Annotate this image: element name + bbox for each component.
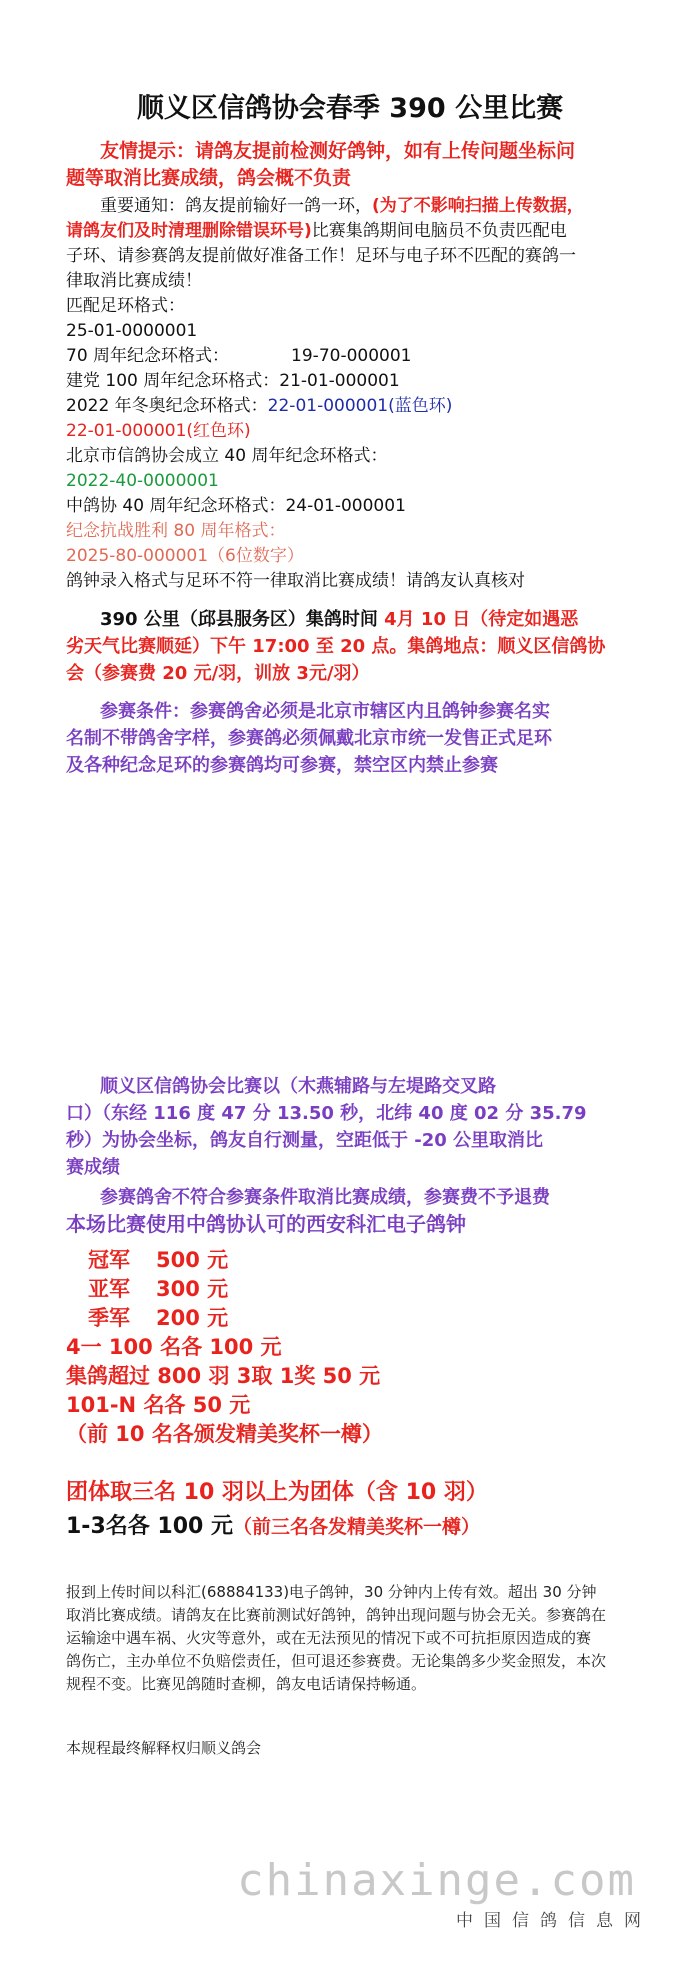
rules-line-3: 运输途中遇车祸、火灾等意外，或在无法预见的情况下或不可抗拒原因造成的赛: [66, 1629, 592, 1647]
format-anniv70: [66, 344, 666, 369]
coord-line-6: 本场比赛使用中鸽协认可的西安科汇电子鸽钟: [66, 1212, 466, 1236]
notice-line-4: 律取消比赛成绩！: [66, 271, 202, 291]
format-war80-value: 2025-80-000001（6位数字）: [66, 546, 304, 566]
winter2022-label: 2022 年冬奥纪念环格式：: [66, 396, 268, 416]
collection-info: [66, 606, 666, 687]
format-warning: 鸽钟录入格式与足环不符一律取消比赛成绩！请鸽友认真核对: [66, 571, 525, 591]
notice-text-2: 比赛集鸽期间电脑员不负责匹配电: [311, 221, 567, 241]
watermark-url: chinaxinge.com: [237, 1855, 636, 1906]
ring-formats: [66, 294, 666, 594]
team-line-2: [66, 1510, 666, 1544]
notice-line-3: 子环、请参赛鸽友提前做好准备工作！足环与电子环不匹配的赛鸽一: [66, 246, 576, 266]
prize-list: [66, 1246, 666, 1449]
party100-label: 建党 100 周年纪念环格式：: [66, 371, 280, 391]
rules-text: [66, 1581, 666, 1696]
notice-red-1: (为了不影响扫描上传数据，: [372, 196, 584, 216]
prize-name: 亚军: [88, 1277, 130, 1301]
entry-conditions: [66, 698, 666, 779]
notice-text-1: 重要通知：鸽友提前输好一鸽一环，: [100, 196, 372, 216]
formats-heading: 匹配足环格式：: [66, 296, 185, 316]
format-war80-label: 纪念抗战胜利 80 周年格式：: [66, 521, 286, 541]
notice-line-1: [66, 194, 666, 219]
coord-line-3: 秒）为协会坐标，鸽友自行测量，空距低于 -20 公里取消比: [66, 1130, 544, 1151]
cond-line-1: [66, 698, 666, 725]
prize-item: [66, 1246, 666, 1275]
final-interpretation: 本规程最终解释权归顺义鸽会: [66, 1739, 262, 1757]
rules-line-2: 取消比赛成绩。请鸽友在比赛前测试好鸽钟，鸽钟出现问题与协会无关。参赛鸽在: [66, 1606, 607, 1624]
format-bj40-value: 2022-40-0000001: [66, 471, 219, 491]
format-basic: 25-01-0000001: [66, 321, 198, 341]
rules-line-1: 报到上传时间以科汇(68884133)电子鸽钟，30 分钟内上传有效。超出 30 分钟: [66, 1583, 597, 1601]
prize-item: [66, 1275, 666, 1304]
prize-trophy-note: （前 10 名各颁发精美奖杯一樽）: [66, 1422, 383, 1446]
format-winter2022-red: 22-01-000001(红色环): [66, 421, 251, 441]
tip-line-2: 题等取消比赛成绩，鸽会概不负责: [66, 167, 352, 189]
prize-amount: 300 元: [156, 1277, 229, 1301]
cond-line-3: 及各种纪念足环的参赛鸽均可参赛，禁空区内禁止参赛: [66, 755, 498, 776]
team-amount: 1-3名各 100 元: [66, 1514, 233, 1539]
tip-text-1: 友情提示：请鸽友提前检测好鸽钟，如有上传问题坐标问: [100, 140, 576, 162]
cn40-label: 中鸽协 40 周年纪念环格式：: [66, 496, 286, 516]
coord-line-1: [66, 1073, 666, 1100]
coord-line-2: 口）（东经 116 度 47 分 13.50 秒，北纬 40 度 02 分 35.79: [66, 1103, 587, 1124]
tip-line-1: [66, 138, 666, 165]
cn40-value: 24-01-000001: [285, 496, 406, 516]
cond-line-2: 名制不带鸽舍字样，参赛鸽必须佩戴北京市统一发售正式足环: [66, 728, 552, 749]
team-prizes: [66, 1476, 666, 1544]
rules-line-5: 规程不变。比赛见鸽随时查柳，鸽友电话请保持畅通。: [66, 1675, 427, 1693]
format-party100: [66, 369, 666, 394]
coord-text-1: 顺义区信鸽协会比赛以（木燕辅路与左堤路交叉路: [100, 1076, 496, 1097]
prize-name: 季军: [88, 1306, 130, 1330]
collect-line-3: 会（参赛费 20 元/羽，训放 3元/羽）: [66, 663, 370, 684]
prize-amount: 200 元: [156, 1306, 229, 1330]
prize-name: 冠军: [88, 1248, 130, 1272]
format-winter2022: [66, 394, 666, 419]
team-line-1: 团体取三名 10 羽以上为团体（含 10 羽）: [66, 1480, 488, 1505]
friendly-tip: [66, 138, 666, 192]
important-notice: [66, 194, 666, 294]
collect-line-1: [66, 606, 666, 633]
coord-line-5: [66, 1184, 666, 1211]
collect-line-2: 劣天气比赛顺延）下午 17:00 至 20 点。集鸽地点：顺义区信鸽协: [66, 636, 606, 657]
coord-text-5: 参赛鸽舍不符合参赛条件取消比赛成绩，参赛费不予退费: [100, 1187, 550, 1208]
anniv70-label: 70 周年纪念环格式：: [66, 346, 230, 366]
rules-line-4: 鸽伤亡，主办单位不负赔偿责任，但可退还参赛费。无论集鸽多少奖金照发，本次: [66, 1652, 607, 1670]
page-title: 顺义区信鸽协会春季 390 公里比赛: [136, 93, 564, 124]
notice-line-2: [66, 219, 666, 244]
notice-red-2: 请鸽友们及时清理删除错误环号): [66, 221, 312, 241]
collect-time-label: 390 公里（邱县服务区）集鸽时间: [100, 609, 378, 630]
format-bj40-label: 北京市信鸽协会成立 40 周年纪念环格式：: [66, 446, 388, 466]
winter2022-value: 22-01-000001(蓝色环): [267, 396, 453, 416]
prize-item: [66, 1304, 666, 1333]
coord-line-4: 赛成绩: [66, 1157, 120, 1178]
party100-value: 21-01-000001: [279, 371, 400, 391]
prize-amount: 500 元: [156, 1248, 229, 1272]
cond-text-1: 参赛条件：参赛鸽舍必须是北京市辖区内且鸽钟参赛名实: [100, 701, 550, 722]
prize-4-100: 4一 100 名各 100 元: [66, 1335, 282, 1359]
team-trophy-note: （前三名各发精美奖杯一樽）: [233, 1516, 481, 1538]
prize-extra: 集鸽超过 800 羽 3取 1奖 50 元: [66, 1364, 381, 1388]
coordinate-info: [66, 1073, 666, 1238]
format-cn40: [66, 494, 666, 519]
prize-101-n: 101-N 名各 50 元: [66, 1393, 251, 1417]
watermark-site-name: 中国信鸽信息网: [456, 1911, 652, 1931]
anniv70-value: 19-70-000001: [291, 346, 412, 366]
collect-time-value: 4月 10 日（待定如遇恶: [384, 609, 579, 630]
